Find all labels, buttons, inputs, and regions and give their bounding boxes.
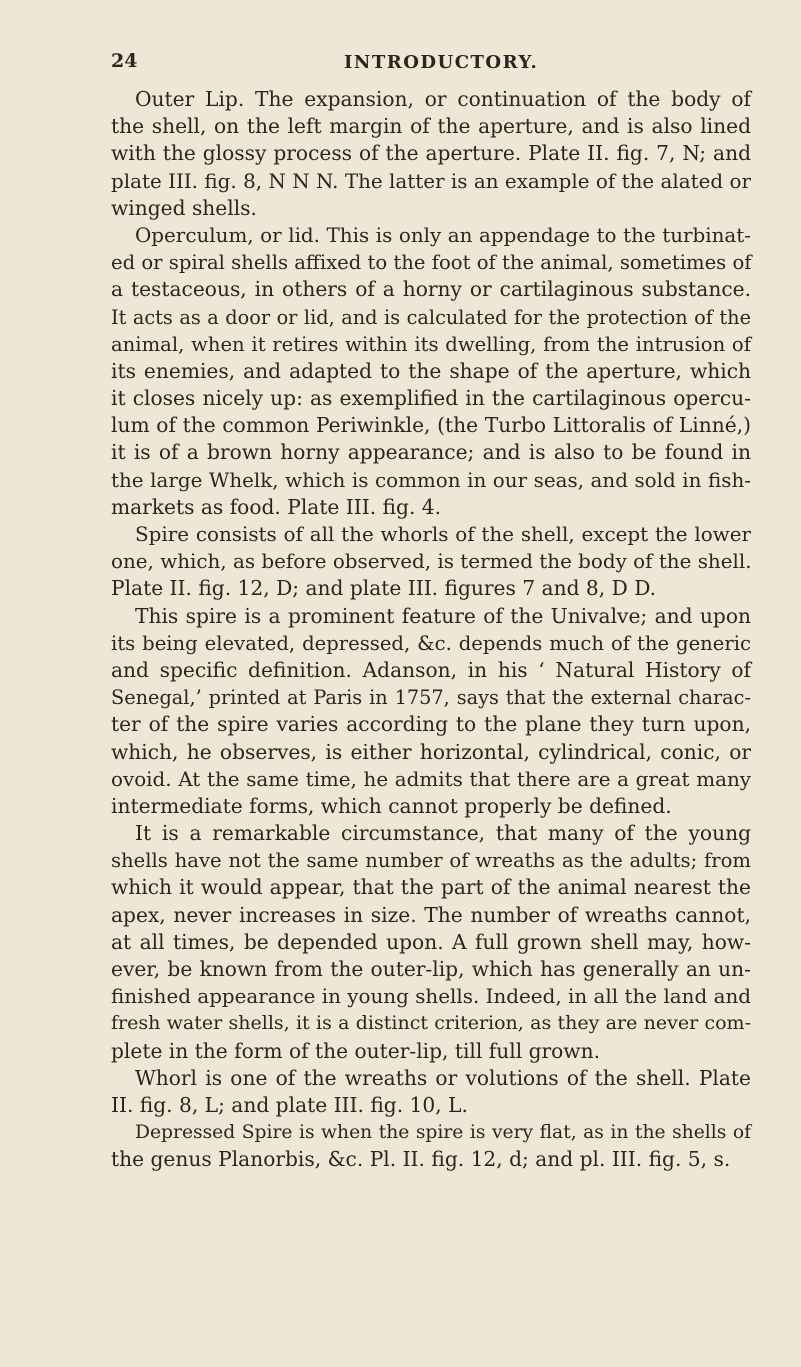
text-line: one, which, as before observed, is termed the body of the shell.: [111, 550, 752, 574]
text-line: finished appearance in young shells. Indeed, in all the land and: [111, 985, 751, 1009]
text-line: it closes nicely up: as exemplified in the cartilaginous opercu-: [111, 386, 751, 411]
text-line: ter of the spire varies according to the plane they turn upon,: [111, 712, 751, 737]
text-line: a testaceous, in others of a horny or cartilaginous substance.: [111, 277, 751, 302]
text-line: Whorl is one of the wreaths or volutions of the shell. Plate: [135, 1065, 751, 1090]
text-line: the genus Planorbis, &c. Pl. II. fig. 12, d; and pl. III. fig. 5, s.: [111, 1147, 731, 1172]
text-line: its being elevated, depressed, &c. depends much of the generic: [111, 631, 751, 655]
text-line: ed or spiral shells affixed to the foot of the animal, sometimes of: [111, 251, 752, 275]
text-line: Plate II. fig. 12, D; and plate III. figures 7 and 8, D D.: [111, 576, 657, 601]
text-line: with the glossy process of the aperture. Plate II. fig. 7, N; and: [111, 141, 751, 166]
text-line: shells have not the same number of wreaths as the adults; from: [111, 849, 751, 873]
text-line: Depressed Spire is when the spire is very flat, as in the shells of: [135, 1122, 751, 1144]
text-line: ever, be known from the outer-lip, which has generally an un-: [111, 957, 751, 981]
text-line: winged shells.: [111, 195, 257, 220]
page-header: [111, 50, 751, 84]
page-number: 24: [111, 50, 138, 72]
text-line: intermediate forms, which cannot properly be defined.: [111, 793, 672, 818]
text-line: Spire consists of all the whorls of the shell, except the lower: [135, 523, 751, 546]
text-line: apex, never increases in size. The number of wreaths cannot,: [111, 902, 751, 927]
text-line: and specific definition. Adanson, in his ‘ Natural History of: [111, 657, 751, 682]
text-line: which it would appear, that the part of the animal nearest the: [111, 875, 751, 900]
page-body: [111, 86, 751, 1174]
text-line: its enemies, and adapted to the shape of the aperture, which: [111, 358, 751, 383]
text-line: plate III. fig. 8, N N N. The latter is an example of the alated or: [111, 169, 751, 193]
text-line: the shell, on the left margin of the aperture, and is also lined: [111, 114, 751, 139]
text-line: at all times, be depended upon. A full grown shell may, how-: [111, 929, 751, 954]
text-line: Operculum, or lid. This is only an appendage to the turbinat-: [135, 223, 751, 247]
running-title: INTRODUCTORY.: [344, 52, 539, 73]
text-line: It acts as a door or lid, and is calculated for the protection of the: [111, 305, 751, 329]
text-line: markets as food. Plate III. fig. 4.: [111, 494, 442, 519]
text-line: ovoid. At the same time, he admits that there are a great many: [111, 767, 751, 791]
text-line: animal, when it retires within its dwelling, from the intrusion of: [111, 332, 751, 356]
text-line: It is a remarkable circumstance, that many of the young: [135, 821, 751, 846]
text-line: it is of a brown horny appearance; and is also to be found in: [111, 440, 751, 465]
text-line: II. fig. 8, L; and plate III. fig. 10, L.: [111, 1092, 468, 1117]
text-line: This spire is a prominent feature of the Univalve; and upon: [135, 603, 751, 628]
text-line: fresh water shells, it is a distinct criterion, as they are never com-: [111, 1012, 751, 1035]
text-line: lum of the common Periwinkle, (the Turbo Littoralis of Linné,): [111, 413, 751, 438]
text-line: Outer Lip. The expansion, or continuation of the body of: [135, 87, 751, 111]
text-line: plete in the form of the outer-lip, till full grown.: [111, 1038, 600, 1063]
text-line: Senegal,’ printed at Paris in 1757, says that the external charac-: [111, 686, 751, 710]
text-line: which, he observes, is either horizontal, cylindrical, conic, or: [111, 739, 751, 764]
text-line: the large Whelk, which is common in our seas, and sold in fish-: [111, 468, 751, 492]
